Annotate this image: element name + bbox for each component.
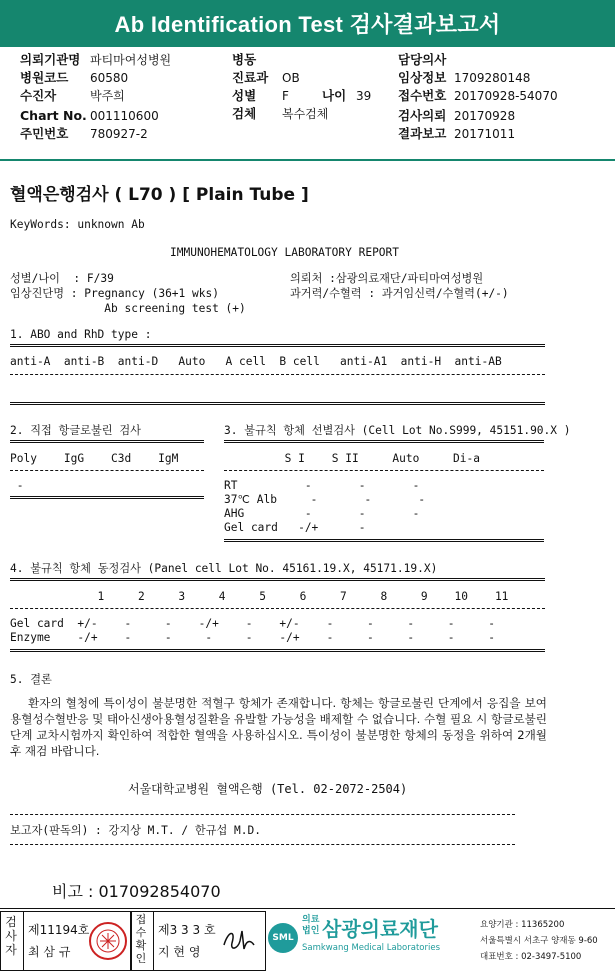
sec3-row-gelcard: Gel card -/+ -: [224, 521, 366, 534]
sec4-top-rule: [10, 578, 545, 581]
department-label: 진료과: [232, 70, 269, 85]
examiner-seal-pattern: [91, 924, 125, 958]
chart-no-label: Chart No.: [20, 108, 87, 123]
chart-no-value: 001110600: [90, 109, 159, 123]
sec4-mid-rule: [10, 608, 545, 609]
receipt-license: 제3 3 3 호: [158, 923, 216, 937]
patient-requester: 의뢰처 :삼광의료재단/파티마여성병원: [290, 272, 484, 285]
physician-label: 담당의사: [398, 52, 447, 67]
sec2-headers: Poly IgG C3d IgM: [10, 452, 179, 465]
patient-diagnosis: 임상진단명 : Pregnancy (36+1 wks): [10, 287, 219, 300]
report-date-value: 20171011: [454, 127, 516, 141]
sec4-title: 4. 불규칙 항체 동정검사 (Panel cell Lot No. 45161.19.X, 45171.19.X): [10, 562, 438, 575]
sec1-mid-rule: [10, 374, 545, 375]
sec3-mid-rule: [224, 470, 544, 471]
sec5-title: 5. 결론: [10, 673, 52, 686]
sec1-bottom-rule: [10, 402, 545, 405]
sex-label: 성별: [232, 88, 257, 103]
signature-image: [220, 923, 258, 955]
sec3-bottom-rule: [224, 539, 544, 542]
sec3-row-ahg: AHG - - -: [224, 507, 420, 520]
sec4-row-gelcard: Gel card +/- - - -/+ - +/- - - - - -: [10, 617, 495, 630]
reporter-bottom-rule: [10, 844, 515, 845]
clinical-info-label: 임상정보: [398, 70, 447, 85]
hospital-code-value: 60580: [90, 71, 129, 85]
department-value: OB: [282, 71, 300, 85]
sec2-mid-rule: [10, 470, 204, 471]
examiner-license: 제11194호: [28, 923, 90, 937]
blood-bank-contact: 서울대학교병원 혈액은행 (Tel. 02-2072-2504): [128, 782, 408, 796]
specimen-value: 복수검체: [282, 107, 329, 121]
patient-sex-age: 성별/나이 : F/39: [10, 272, 114, 285]
sec3-top-rule: [224, 440, 544, 443]
sec3-row-rt: RT - - -: [224, 479, 420, 492]
contact-info: [480, 917, 598, 965]
resident-no-value: 780927-2: [90, 127, 148, 141]
sec3-row-37alb: 37℃ Alb - - -: [224, 493, 426, 506]
examiner-label: 검사자: [5, 915, 17, 957]
sec2-top-rule: [10, 440, 204, 443]
keywords: KeyWords: unknown Ab: [10, 218, 145, 231]
request-date-value: 20170928: [454, 109, 516, 123]
receipt-no-value: 20170928-54070: [454, 89, 558, 103]
report-date-label: 결과보고: [398, 126, 447, 141]
footer: [0, 908, 615, 973]
report-title: IMMUNOHEMATOLOGY LABORATORY REPORT: [170, 246, 400, 259]
conclusion-text: 환자의 혈청에 특이성이 불분명한 적혈구 항체가 존재합니다. 항체는 항글로불린 단계에서 응집을 보여 용혈성수혈반응 및 태아신생아용혈성질환을 유발할 가능성을 배제할 수 없습니다. 수혈 필요 시 항글로불린 단계 교차시험까지 확인하여 적합한 혈액을 사용하십시오. 특이성이 불분명한 항체의 동정을 위하여 2개월 후 재검 바랍니다.: [10, 696, 548, 758]
patient-history: 과거력/수혈력 : 과거임신력/수혈력(+/-): [290, 287, 509, 300]
requesting-hospital-label: 의뢰기관명: [20, 52, 81, 67]
sec1-headers: anti-A anti-B anti-D Auto A cell B cell anti-A1 anti-H anti-AB: [10, 355, 502, 368]
patient-label: 수진자: [20, 88, 57, 103]
contact-phone: 대표번호 : 02-3497-5100: [480, 952, 582, 962]
sec2-title: 2. 직접 항글로불린 검사: [10, 424, 141, 437]
sec3-headers: S I S II Auto Di-a: [224, 452, 480, 465]
contact-address: 서울특별시 서초구 양재동 9-60: [480, 936, 598, 946]
sec4-headers: 1 2 3 4 5 6 7 8 9 10 11: [10, 590, 509, 603]
age-value: 39: [356, 89, 372, 103]
clinical-info-value: 1709280148: [454, 71, 531, 85]
sec1-title: 1. ABO and RhD type :: [10, 328, 152, 341]
logo-name: 삼광의료재단: [322, 917, 438, 941]
contact-code: 요양기관 : 11365200: [480, 920, 565, 930]
hospital-code-label: 병원코드: [20, 70, 69, 85]
request-date-label: 검사의뢰: [398, 108, 447, 123]
logo-english: Samkwang Medical Laboratories: [302, 943, 441, 953]
sml-logo-icon: SML: [268, 923, 298, 953]
age-label: 나이: [322, 88, 347, 103]
specimen-label: 검체: [232, 106, 257, 121]
sec1-top-rule: [10, 344, 545, 347]
sec2-values: -: [10, 479, 24, 492]
sec4-row-enzyme: Enzyme -/+ - - - - -/+ - - - - -: [10, 631, 495, 644]
test-title: 혈액은행검사 ( L70 ) [ Plain Tube ]: [10, 185, 309, 205]
reporter: 보고자(판독의) : 강지상 M.T. / 한규섭 M.D.: [10, 824, 261, 837]
resident-no-label: 주민번호: [20, 126, 69, 141]
receipt-name: 지 현 영: [158, 945, 201, 959]
receipt-no-label: 접수번호: [398, 88, 447, 103]
receipt-label: 접수확인: [135, 913, 147, 965]
report-banner-title: Ab Identification Test 검사결과보고서: [0, 0, 615, 47]
sec4-bottom-rule: [10, 649, 545, 652]
patient-diagnosis-2: Ab screening test (+): [10, 302, 246, 315]
remark: 비고 : 017092854070: [52, 882, 221, 901]
requesting-hospital-value: 파티마여성병원: [90, 53, 172, 67]
patient-value: 박주희: [90, 89, 125, 103]
sec2-bottom-rule: [10, 496, 204, 499]
examiner-name: 최 삼 규: [28, 945, 71, 959]
logo-subtitle: 의료법인: [302, 915, 320, 936]
reporter-top-rule: [10, 814, 515, 815]
header-info: [0, 47, 615, 161]
sex-value: F: [282, 89, 289, 103]
sec3-title: 3. 불규칙 항체 선별검사 (Cell Lot No.S999, 45151.90.X ): [224, 424, 571, 437]
ward-label: 병동: [232, 52, 257, 67]
